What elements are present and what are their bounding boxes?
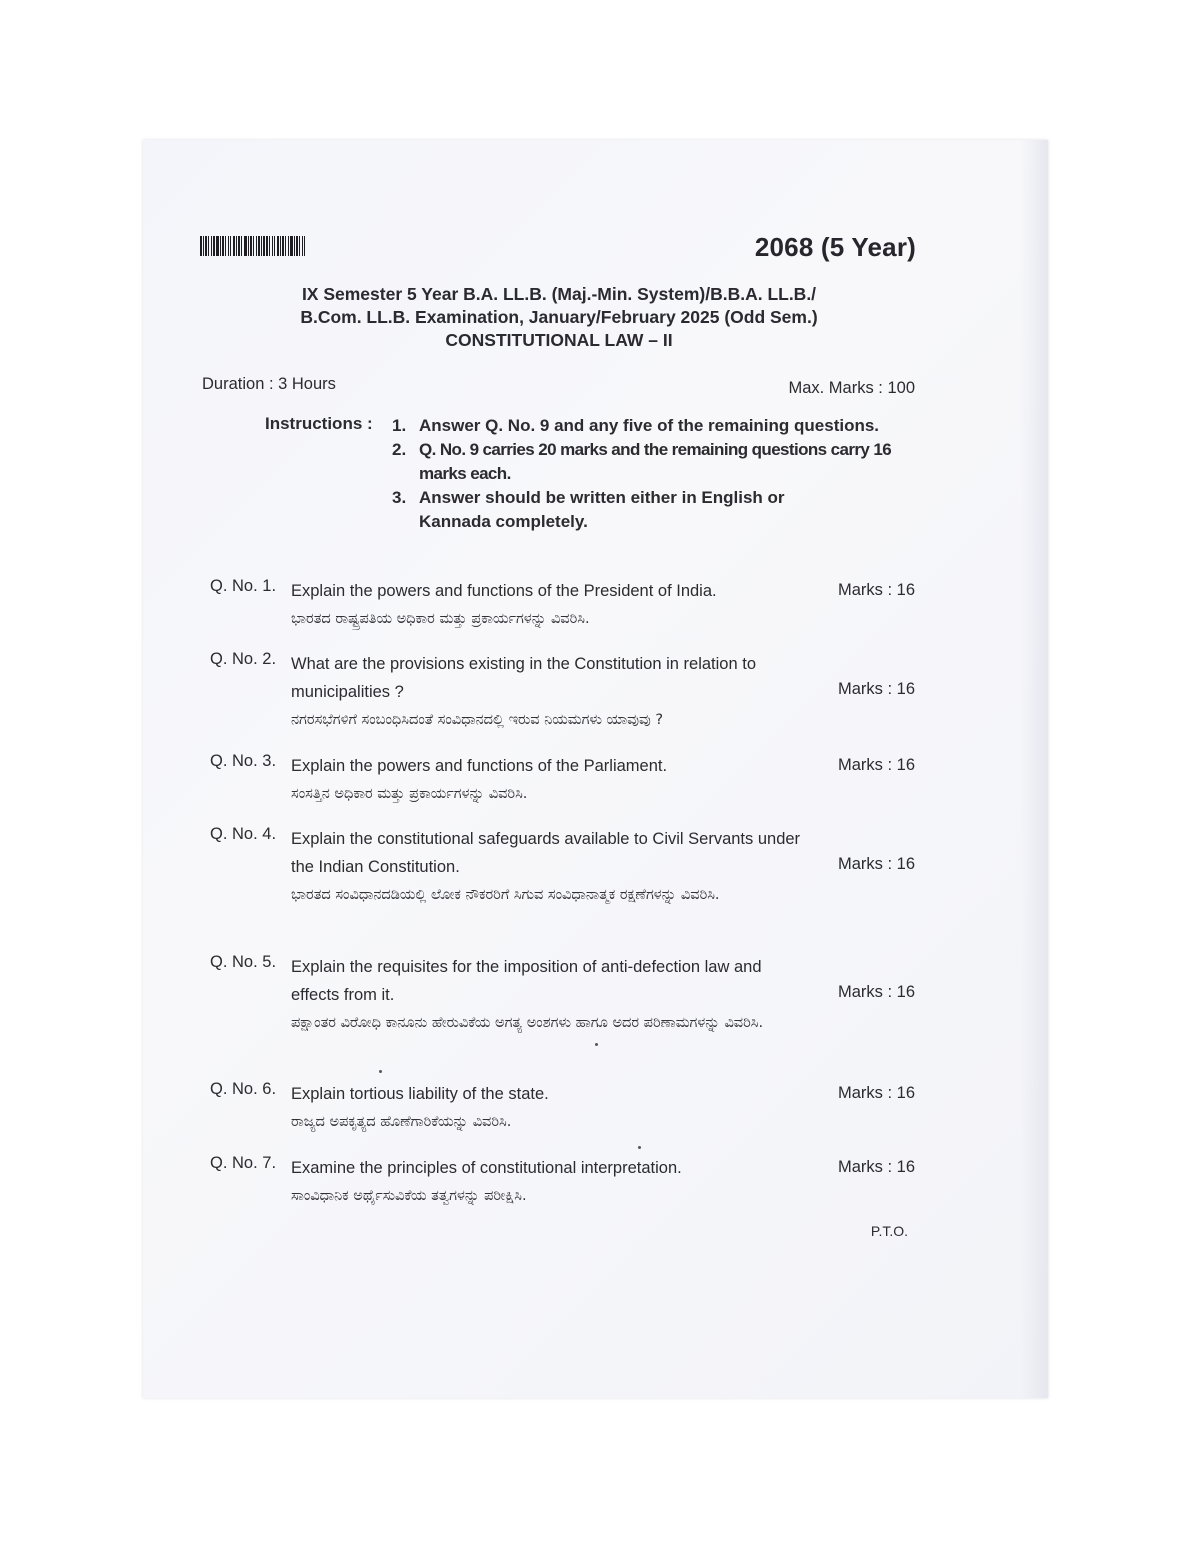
scan-speck <box>595 1043 598 1046</box>
question-number: Q. No. 4. <box>210 825 277 843</box>
subject-title: CONSTITUTIONAL LAW – II <box>445 330 673 350</box>
instruction-number: 2. <box>392 440 407 459</box>
question-marks: Marks : 16 <box>837 680 915 698</box>
instruction-item <box>392 486 892 534</box>
question-text-kannada: ನಗರಸಭೆಗಳಿಗೆ ಸಂಬಂಧಿಸಿದಂತೆ ಸಂವಿಧಾನದಲ್ಲಿ ಇರುವ ನಿಯಮಗಳು ಯಾವುವು ? <box>291 712 664 728</box>
instructions-label: Instructions : <box>265 414 373 433</box>
scan-speck <box>638 1146 641 1149</box>
question-5 <box>210 953 915 1037</box>
question-marks: Marks : 16 <box>837 855 915 873</box>
question-marks: Marks : 16 <box>837 581 915 599</box>
question-number: Q. No. 6. <box>210 1080 277 1098</box>
instruction-text: Q. No. 9 carries 20 marks and the remaining questions carry 16 marks each. <box>419 440 892 483</box>
question-text-kannada: ಸಂಸತ್ತಿನ ಅಧಿಕಾರ ಮತ್ತು ಪ್ರಕಾರ್ಯಗಳನ್ನು ವಿವರಿಸಿ. <box>291 786 528 802</box>
question-7 <box>210 1154 915 1210</box>
instruction-text: Answer Q. No. 9 and any five of the remaining questions. <box>419 416 880 435</box>
instructions-list <box>392 414 892 534</box>
instruction-item <box>392 414 892 438</box>
paper-code: 2068 (5 Year) <box>754 232 916 262</box>
question-text-english: Explain the powers and functions of the Parliament. <box>291 757 668 775</box>
question-text-english: Explain tortious liability of the state. <box>291 1085 549 1103</box>
question-4 <box>210 825 915 909</box>
question-2 <box>210 650 915 734</box>
instruction-number: 1. <box>392 416 407 435</box>
question-text-kannada: ಪಕ್ಷಾಂತರ ವಿರೋಧಿ ಕಾನೂನು ಹೇರುವಿಕೆಯ ಅಗತ್ಯ ಅಂಶಗಳು ಹಾಗೂ ಅದರ ಪರಿಣಾಮಗಳನ್ನು ವಿವರಿಸಿ. <box>291 1015 764 1031</box>
question-number: Q. No. 3. <box>210 752 277 770</box>
question-number: Q. No. 2. <box>210 650 277 668</box>
question-marks: Marks : 16 <box>837 1158 915 1176</box>
question-number: Q. No. 7. <box>210 1154 277 1172</box>
question-text-kannada: ಭಾರತದ ರಾಷ್ಟ್ರಪತಿಯ ಅಧಿಕಾರ ಮತ್ತು ಪ್ರಕಾರ್ಯಗಳನ್ನು ವಿವರಿಸಿ. <box>291 611 590 627</box>
question-number: Q. No. 1. <box>210 577 277 595</box>
instruction-text: Answer should be written either in English or Kannada completely. <box>419 488 785 531</box>
heading-line-2: B.Com. LL.B. Examination, January/February 2025 (Odd Sem.) <box>300 307 818 327</box>
question-marks: Marks : 16 <box>837 756 915 774</box>
question-text-kannada: ಸಾಂವಿಧಾನಿಕ ಅರ್ಥೈಸುವಿಕೆಯ ತತ್ವಗಳನ್ನು ಪರೀಕ್ಷಿಸಿ. <box>291 1188 527 1204</box>
heading-line-1: IX Semester 5 Year B.A. LL.B. (Maj.-Min. System)/B.B.A. LL.B./ <box>301 284 817 304</box>
barcode-bar <box>305 236 307 256</box>
exam-heading <box>200 283 918 352</box>
question-text-kannada: ರಾಜ್ಯದ ಅಪಕೃತ್ಯದ ಹೊಣೆಗಾರಿಕೆಯನ್ನು ವಿವರಿಸಿ. <box>291 1114 512 1130</box>
scan-speck <box>379 1070 382 1073</box>
please-turn-over: P.T.O. <box>870 1223 908 1239</box>
question-6 <box>210 1080 915 1136</box>
question-text-english: Explain the constitutional safeguards available to Civil Servants under the Indian Constitution. <box>291 830 801 876</box>
instruction-item <box>392 438 892 486</box>
barcode <box>200 236 383 256</box>
question-text-kannada: ಭಾರತದ ಸಂವಿಧಾನದಡಿಯಲ್ಲಿ ಲೋಕ ನೌಕರರಿಗೆ ಸಿಗುವ ಸಂವಿಧಾನಾತ್ಮಕ ರಕ್ಷಣೆಗಳನ್ನು ವಿವರಿಸಿ. <box>291 887 720 903</box>
duration: Duration : 3 Hours <box>202 375 336 393</box>
question-1 <box>210 577 915 633</box>
question-marks: Marks : 16 <box>837 1084 915 1102</box>
question-text-english: Examine the principles of constitutional interpretation. <box>291 1159 682 1177</box>
question-text-english: Explain the powers and functions of the President of India. <box>291 582 717 600</box>
question-marks: Marks : 16 <box>837 983 915 1001</box>
question-text-english: Explain the requisites for the imposition of anti-defection law and effects from it. <box>291 958 762 1004</box>
question-3 <box>210 752 915 808</box>
question-number: Q. No. 5. <box>210 953 277 971</box>
max-marks: Max. Marks : 100 <box>788 379 915 397</box>
paper-edge-shadow <box>1020 140 1048 1398</box>
instruction-number: 3. <box>392 488 407 507</box>
question-text-english: What are the provisions existing in the Constitution in relation to municipalities ? <box>291 655 756 701</box>
